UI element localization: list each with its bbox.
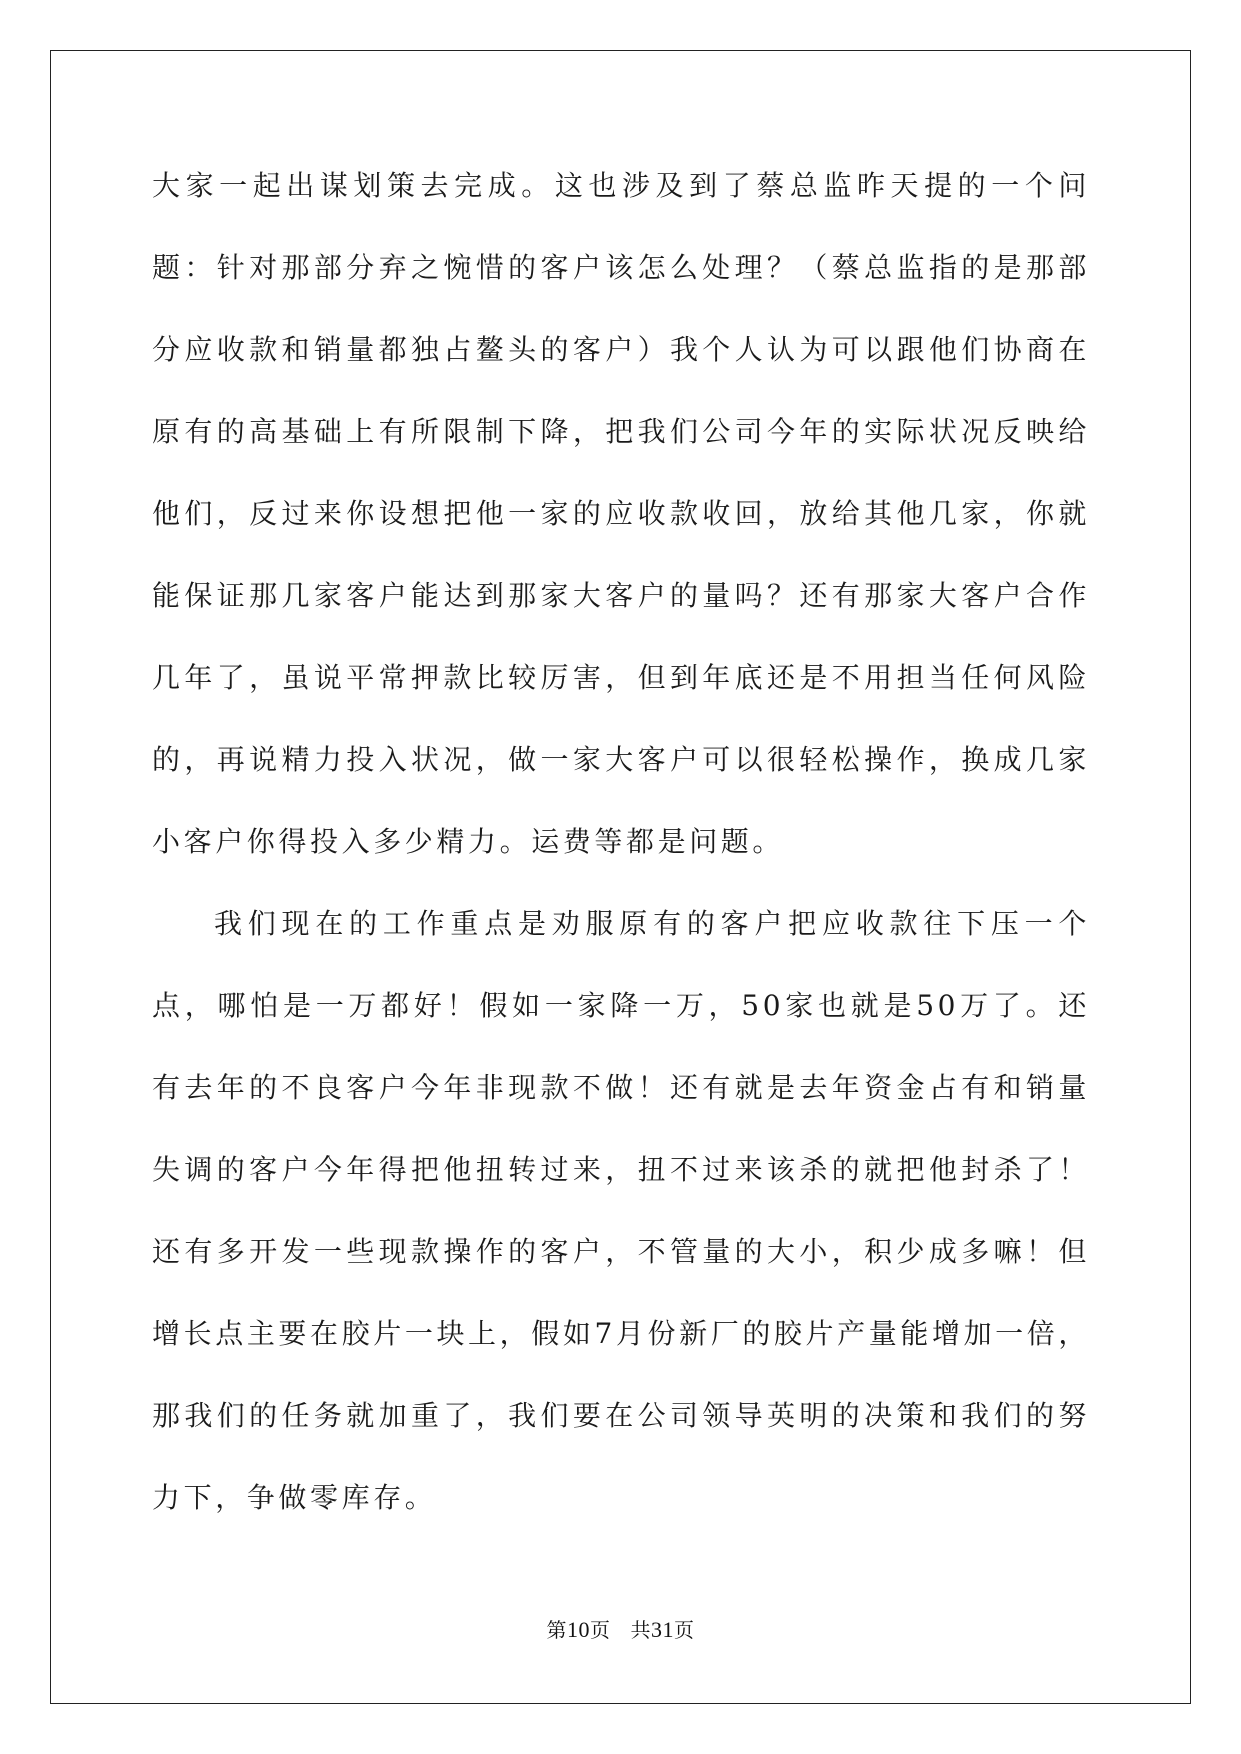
total-suffix: 页 bbox=[674, 1618, 695, 1642]
page-prefix: 第 bbox=[546, 1618, 567, 1642]
paragraph-2: 我们现在的工作重点是劝服原有的客户把应收款往下压一个点，哪怕是一万都好！假如一家降一万，50家也就是50万了。还有去年的不良客户今年非现款不做！还有就是去年资金占有和销量失调的客户今年得把他扭转过来，扭不过来该杀的就把他封杀了！还有多开发一些现款操作的客户，不管量的大小，积少成多嘛！但增长点主要在胶片一块上，假如7月份新厂的胶片产量能增加一倍，那我们的任务就加重了，我们要在公司领导英明的决策和我们的努力下，争做零库存。 bbox=[152, 907, 1090, 1514]
page-number: 10 bbox=[567, 1617, 590, 1642]
document-body bbox=[152, 145, 1090, 1539]
page-footer bbox=[0, 1614, 1241, 1643]
total-prefix: 共 bbox=[630, 1618, 651, 1642]
total-pages: 31 bbox=[651, 1617, 674, 1642]
page-suffix: 页 bbox=[590, 1618, 611, 1642]
paragraph-1: 大家一起出谋划策去完成。这也涉及到了蔡总监昨天提的一个问题：针对那部分弃之惋惜的客户该怎么处理？（蔡总监指的是那部分应收款和销量都独占鳌头的客户）我个人认为可以跟他们协商在原有的高基础上有所限制下降，把我们公司今年的实际状况反映给他们，反过来你设想把他一家的应收款收回，放给其他几家，你就能保证那几家客户能达到那家大客户的量吗？还有那家大客户合作几年了，虽说平常押款比较厉害，但到年底还是不用担当任何风险的，再说精力投入状况，做一家大客户可以很轻松操作，换成几家小客户你得投入多少精力。运费等都是问题。 bbox=[152, 169, 1090, 858]
